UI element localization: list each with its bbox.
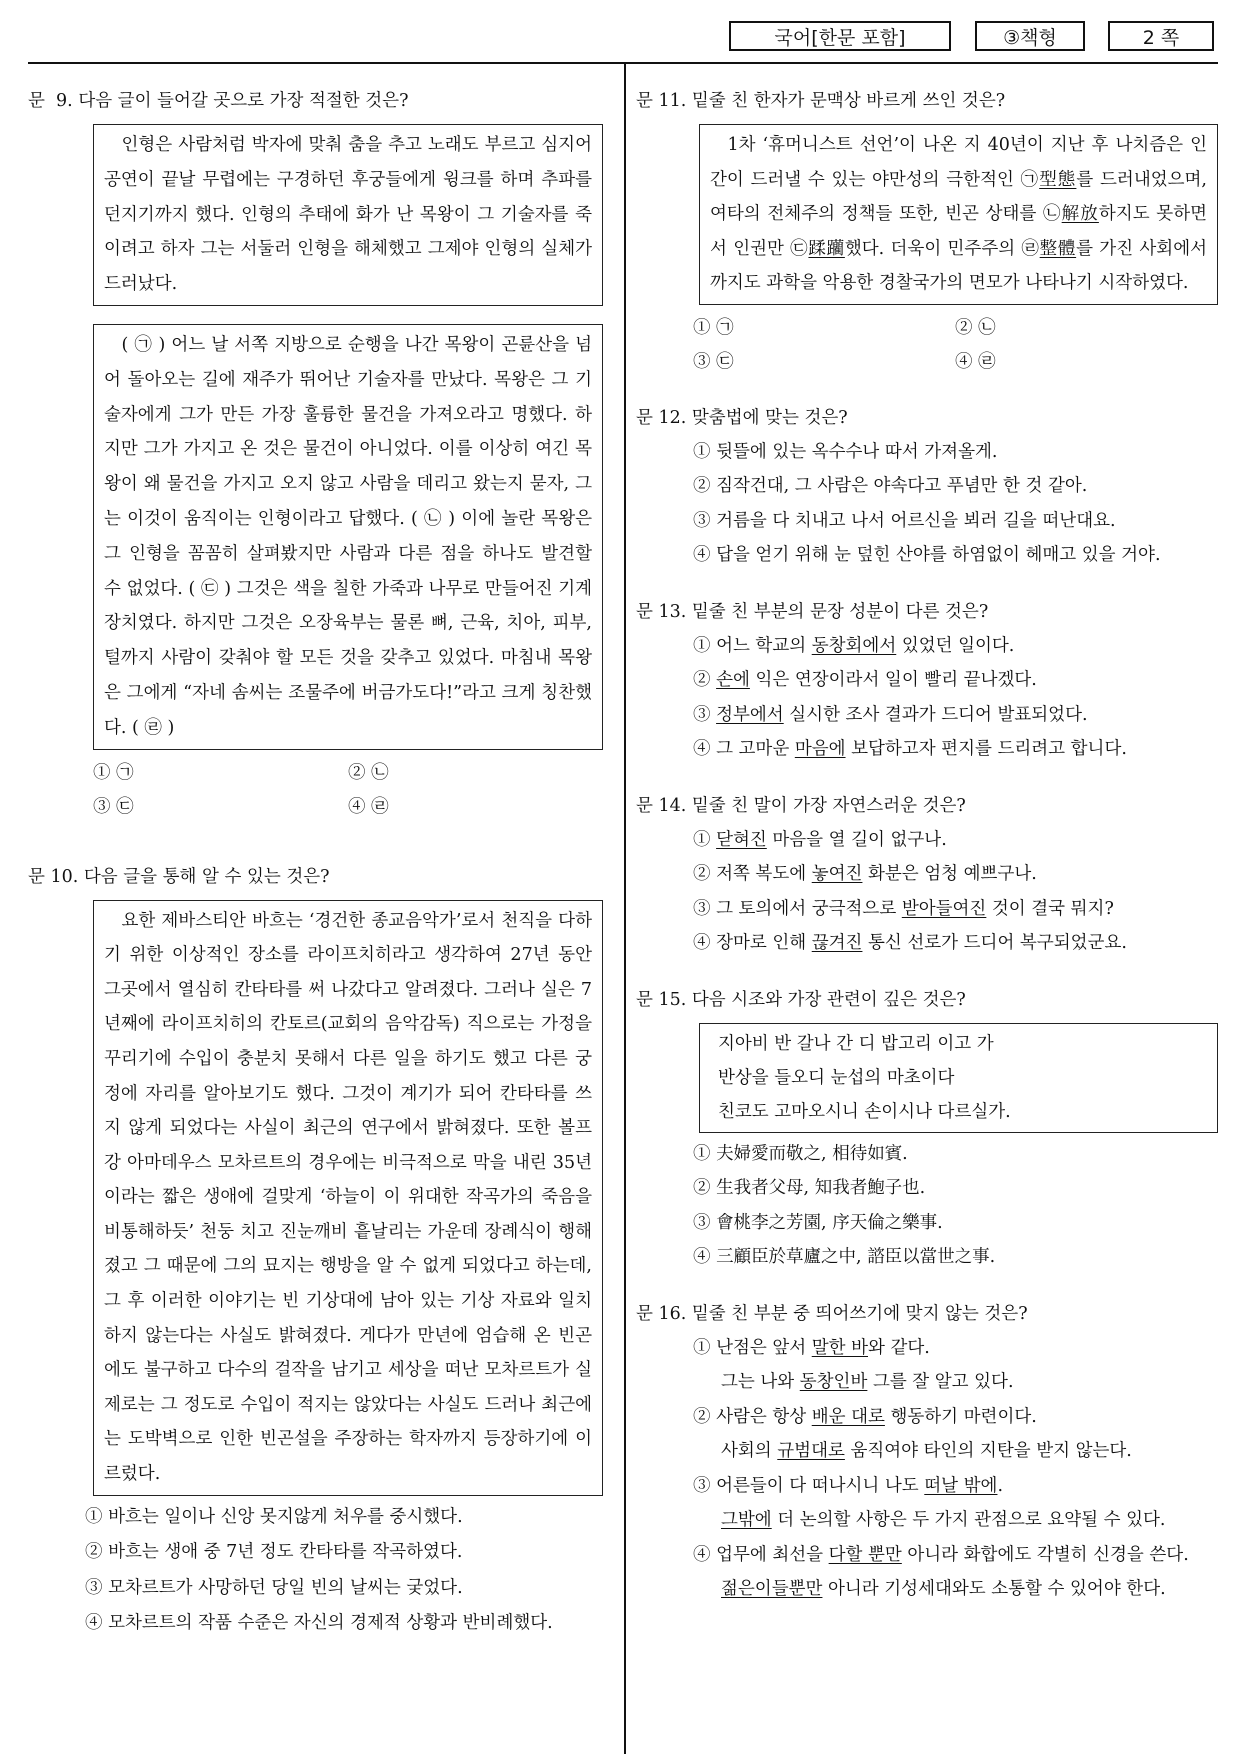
question-text: 다음 글을 통해 알 수 있는 것은?: [83, 866, 330, 887]
options: [693, 1137, 1218, 1275]
question-stem: [636, 599, 1218, 625]
booklet-box: [975, 21, 1085, 51]
option-1[interactable]: [693, 1331, 1218, 1400]
question-text: 밑줄 친 말이 가장 자연스러운 것은?: [691, 795, 966, 816]
question-stem: [28, 88, 603, 114]
question-number: 문 12.: [636, 407, 687, 428]
question-number: 문 16.: [636, 1303, 687, 1324]
passage-seg: 1차 ‘휴머니스트 선언’이 나온 지 40년이 지난 후 나치즘은 인간이 드러낼 수 있는 야만성의 극한적인 ㉠: [710, 135, 1207, 190]
passage-box: [93, 900, 603, 1496]
option-text: 것이 결국 뭐지?: [986, 898, 1114, 919]
passage-seg: 했다. 더욱이 민주주의 ㉣: [844, 238, 1040, 259]
option-line: [693, 1400, 1218, 1435]
blank-1: ( ㉠ ): [121, 334, 166, 355]
hanja-2: 解放: [1061, 204, 1099, 224]
option-4[interactable]: ④ 모차르트의 작품 수준은 자신의 경제적 상황과 반비례했다.: [85, 1613, 553, 1634]
underlined-text: 받아들여진: [901, 898, 987, 919]
option-text: ①: [693, 829, 717, 850]
question-stem: [636, 88, 1218, 114]
options: [93, 756, 603, 824]
option-1[interactable]: [693, 629, 1218, 664]
passage-seg: 이에 놀란 목왕은 그 인형을 꼼꼼히 살펴봤지만 사람과 다른 점을 하나도 발견할 수 없었다.: [104, 508, 593, 599]
options: [693, 823, 1218, 961]
question-number: 문 13.: [636, 601, 687, 622]
underlined-text: 닫혀진: [716, 829, 767, 850]
question-12: [636, 405, 1218, 573]
passage-seg: 를 가진 사회에서까지도 과학을 악용한 경찰국가의 면모가 나타나기 시작하였다.: [710, 238, 1208, 293]
question-number: 문 10.: [28, 866, 79, 887]
passage-text: [104, 328, 592, 746]
option-line: [693, 1469, 1218, 1504]
option-text: 화분은 엄청 예쁘구나.: [862, 864, 1037, 884]
question-16: [636, 1301, 1218, 1607]
passage-seg: 그것은 색을 칠한 가죽과 나무로 만들어진 기계장치였다. 하지만 그것은 오장육부는 물론 뼈, 근육, 치아, 피부, 털까지 사람이 갖춰야 할 모든 것을 갖추고 있었다. 마침내 목왕은 그에게 “자네 솜씨는 조물주에 버금가도다!”라고 크게 칭찬했다.: [104, 578, 593, 738]
option-line: [693, 1434, 1218, 1469]
option-3[interactable]: ③ 거름을 다 치내고 나서 어르신을 뵈러 길을 떠난대요.: [693, 510, 1116, 531]
question-text: 밑줄 친 부분의 문장 성분이 다른 것은?: [691, 601, 989, 622]
underlined-text: 그밖에: [721, 1510, 772, 1530]
poem-line-3: 친코도 고마오시니 손이시나 다르실가.: [718, 1101, 1011, 1122]
option-text: 통신 선로가 드디어 복구되었군요.: [862, 933, 1127, 953]
option-1[interactable]: [693, 823, 1218, 858]
question-15: [636, 987, 1218, 1275]
option-text: ③: [693, 704, 717, 725]
underlined-text: 손에: [716, 670, 750, 690]
poem-line-1: 지아비 반 갈나 간 디 밥고리 이고 가: [718, 1033, 994, 1054]
underlined-text: 놓여진: [811, 864, 863, 884]
option-4[interactable]: ④ 三顧臣於草廬之中, 諮臣以當世之事.: [693, 1247, 996, 1267]
option-text: ②: [693, 670, 717, 690]
option-line: [693, 1572, 1218, 1607]
blank-4: ( ㉣ ): [132, 717, 175, 738]
passage-text: 요한 제바스티안 바흐는 ‘경건한 종교음악가’로서 천직을 다하기 위한 이상적인 장소를 라이프치히라고 생각하여 27년 동안 그곳에서 열심히 칸타타를 써 나갔다고 알려졌다. 그러나 실은 7년째에 라이프치히의 칸토르(교회의 음악감독) 직으로는 가정을 꾸리기에 수입이 충분치 못해서 다른 일을 하기도 했고 다른 궁정에 자리를 알아보기도 했다. 그것이 계기가 되어 칸타타를 쓰지 않게 되었다는 사실이 최근의 연구에서 밝혀졌다. 또한 볼프강 아마데우스 모차르트의 경우에는 비극적으로 막을 내린 35년이라는 짧은 생애에 걸맞게 ‘하늘이 이 위대한 작곡가의 죽음을 비통해하듯’ 천둥 치고 진눈깨비 흩날리는 가운데 장례식이 행해졌고 그 때문에 그의 묘지는 행방을 알 수 없게 되었다고 하는데, 그 후 이러한 이야기는 빈 기상대에 남아 있는 기상 자료와 일치하지 않는다는 사실도 밝혀졌다. 게다가 만년에 엄습해 온 빈곤에도 불구하고 다수의 걸작을 남기고 세상을 떠난 모차르트가 실제로는 그 정도로 수입이 적지는 않았다는 사실도 드러나 최근에는 도박벽으로 인한 빈곤설을 주장하는 학자까지 등장하기에 이르렀다.: [104, 910, 592, 1485]
option-text: 보답하고자 편지를 드리려고 합니다.: [845, 739, 1127, 759]
option-1[interactable]: ① 夫婦愛而敬之, 相待如賓.: [693, 1143, 908, 1164]
option-1[interactable]: ① 바흐는 일이나 신앙 못지않게 처우를 중시했다.: [85, 1506, 463, 1527]
underlined-text: 다할 뿐만: [828, 1544, 902, 1565]
underlined-text: 정부에서: [716, 704, 784, 725]
question-text: 맞춤법에 맞는 것은?: [691, 407, 848, 428]
question-stem: [28, 864, 603, 890]
underlined-text: 규범대로: [777, 1441, 845, 1461]
option-text: 행동하기 마련이다.: [884, 1406, 1037, 1427]
option-line: [693, 1331, 1218, 1366]
option-3[interactable]: [693, 892, 1218, 927]
underlined-text: 배운 대로: [811, 1406, 885, 1427]
subject-box: [729, 21, 951, 51]
options: [693, 311, 1218, 379]
option-4[interactable]: ④ 답을 얻기 위해 눈 덮힌 산야를 하염없이 헤매고 있을 거야.: [693, 545, 1161, 565]
question-9: [28, 88, 603, 824]
passage-text: [710, 128, 1207, 301]
option-3[interactable]: ③ 會桃李之芳園, 序天倫之樂事.: [693, 1212, 943, 1233]
option-text: 익은 연장이라서 일이 빨리 끝나겠다.: [749, 670, 1037, 690]
option-line: [693, 1365, 1218, 1400]
underlined-text: 동창회에서: [811, 635, 897, 656]
option-text: ④ 업무에 최선을: [693, 1544, 829, 1565]
underlined-text: 젊은이들뿐만: [721, 1579, 823, 1599]
option-2[interactable]: ② 바흐는 생애 중 7년 정도 칸타타를 작곡하였다.: [85, 1542, 463, 1563]
option-text: 있었던 일이다.: [896, 635, 1015, 656]
option-line: [693, 1538, 1218, 1573]
option-4[interactable]: [693, 732, 1218, 767]
question-10: [28, 864, 603, 1642]
option-text: ② 사람은 항상: [693, 1406, 812, 1427]
underlined-text: 마음에: [794, 739, 846, 759]
option-text: ③ 어른들이 다 떠나시니 나도: [693, 1475, 925, 1496]
underlined-text: 끊겨진: [811, 933, 863, 953]
insert-box: [93, 124, 603, 306]
question-stem: [636, 987, 1218, 1013]
question-number: 문 9.: [28, 91, 73, 111]
option-2[interactable]: [693, 1400, 1218, 1469]
passage-seg: 를 드러내었으며, 여타의 전체주의 정책들 또한, 빈곤 상태를 ㉡: [710, 169, 1207, 224]
question-number: 문 14.: [636, 795, 687, 816]
blank-3: ( ㉢ ): [188, 578, 232, 599]
option-text: ④ 그 고마운: [693, 739, 795, 759]
option-2[interactable]: ② 生我者父母, 知我者鮑子也.: [693, 1178, 926, 1198]
question-stem: [636, 1301, 1218, 1327]
option-text: ③ 그 토의에서 궁극적으로: [693, 898, 902, 919]
option-text: 와 같다.: [868, 1337, 930, 1358]
question-number: 문 15.: [636, 989, 687, 1010]
option-text: 마음을 열 길이 없구나.: [766, 829, 947, 850]
page-box: [1108, 21, 1214, 51]
option-3[interactable]: ③ 모차르트가 사망하던 당일 빈의 날씨는 궂었다.: [85, 1577, 463, 1598]
option-3[interactable]: ③ ㉢: [693, 351, 734, 372]
question-stem: [636, 793, 1218, 819]
passage-box: [699, 124, 1218, 305]
question-13: [636, 599, 1218, 767]
option-line: [693, 1503, 1218, 1538]
option-2[interactable]: ② ㉡: [955, 317, 996, 338]
page-label: 2 쪽: [1142, 26, 1180, 49]
passage-seg: 하지도 못하면서 인권만 ㉢: [710, 204, 1208, 259]
options: [693, 629, 1218, 767]
question-text: 밑줄 친 한자가 문맥상 바르게 쓰인 것은?: [691, 91, 1006, 111]
poem-box: [699, 1023, 1218, 1133]
option-text: 아니라 기성세대와도 소통할 수 있어야 한다.: [822, 1579, 1166, 1599]
option-2[interactable]: ② 짐작건대, 그 사람은 야속다고 푸념만 한 것 같아.: [693, 476, 1088, 496]
options: [85, 1500, 603, 1642]
option-3[interactable]: [693, 698, 1218, 733]
hanja-4: 整體: [1039, 238, 1077, 259]
right-column: [636, 88, 1218, 1607]
blank-2: ( ㉡ ): [410, 508, 456, 529]
passage-seg: 어느 날 서쪽 지방으로 순행을 나간 목왕이 곤륜산을 넘어 돌아오는 길에 재주가 뛰어난 기술자를 만났다. 목왕은 그 기술자에게 그가 만든 가장 훌륭한 물건을 가져오라고 명했다. 하지만 그가 가지고 온 것은 물건이 아니었다. 이를 이상히 여긴 목왕이 왜 물건을 가지고 오지 않고 사람을 데리고 왔는지 묻자, 그는 이것이 움직이는 인형이라고 답했다.: [104, 334, 592, 529]
question-14: [636, 793, 1218, 961]
question-stem: [636, 405, 1218, 431]
subject-label: 국어[한문 포함]: [774, 26, 906, 49]
passage-box: [93, 324, 603, 750]
option-text: ④ 장마로 인해: [693, 933, 812, 953]
question-number: 문 11.: [636, 91, 687, 111]
option-text: 그는 나와: [721, 1372, 800, 1392]
column-divider: [624, 64, 626, 1754]
option-text: 사회의: [721, 1441, 778, 1461]
option-text: 그를 잘 알고 있다.: [867, 1372, 1014, 1392]
option-text: 움직여야 타인의 지탄을 받지 않는다.: [844, 1441, 1132, 1461]
option-text: 더 논의할 사항은 두 가지 관점으로 요약될 수 있다.: [771, 1510, 1166, 1530]
option-4[interactable]: ④ ㉣: [348, 796, 389, 817]
option-3[interactable]: [693, 1469, 1218, 1538]
option-3[interactable]: ③ ㉢: [93, 796, 134, 817]
insert-text: 인형은 사람처럼 박자에 맞춰 춤을 추고 노래도 부르고 심지어 공연이 끝날 무렵에는 구경하던 후궁들에게 윙크를 하며 추파를 던지기까지 했다. 인형의 추태에 화가 난 목왕이 그 기술자를 죽이려고 하자 그는 서둘러 인형을 해체했고 그제야 인형의 실체가 드러났다.: [104, 135, 592, 295]
option-4[interactable]: [693, 926, 1218, 961]
underlined-text: 말한 바: [811, 1337, 868, 1358]
option-text: ① 어느 학교의: [693, 635, 812, 656]
left-column: [28, 88, 603, 1642]
option-1[interactable]: ① 뒷뜰에 있는 옥수수나 따서 가져올게.: [693, 441, 998, 462]
underlined-text: 떠날 밖에: [924, 1475, 998, 1496]
header-rule: [28, 62, 1218, 64]
question-text: 밑줄 친 부분 중 띄어쓰기에 맞지 않는 것은?: [691, 1303, 1028, 1324]
hanja-3: 蹂躪: [808, 238, 845, 259]
booklet-label: ③책형: [1003, 26, 1057, 49]
question-text: 다음 시조와 가장 관련이 깊은 것은?: [691, 989, 966, 1010]
option-text: ② 저쪽 복도에: [693, 864, 812, 884]
options: [693, 435, 1218, 573]
option-text: 아니라 화합에도 각별히 신경을 쓴다.: [901, 1544, 1189, 1565]
poem-line-2: 반상을 들오디 눈섭의 마초이다: [718, 1067, 955, 1088]
option-1[interactable]: ① ㉠: [93, 762, 134, 783]
option-text: .: [997, 1475, 1004, 1496]
options: [693, 1331, 1218, 1607]
option-text: 실시한 조사 결과가 드디어 발표되었다.: [783, 704, 1088, 725]
hanja-1: 型態: [1039, 169, 1077, 190]
option-1[interactable]: ① ㉠: [693, 317, 734, 338]
option-2[interactable]: [693, 663, 1218, 698]
option-2[interactable]: [693, 857, 1218, 892]
question-text: 다음 글이 들어갈 곳으로 가장 적절한 것은?: [78, 91, 409, 111]
underlined-text: 동창인바: [799, 1372, 868, 1392]
option-text: ① 난점은 앞서: [693, 1337, 812, 1358]
option-4[interactable]: [693, 1538, 1218, 1607]
option-4[interactable]: ④ ㉣: [955, 351, 996, 372]
option-2[interactable]: ② ㉡: [348, 762, 389, 783]
question-11: [636, 88, 1218, 379]
